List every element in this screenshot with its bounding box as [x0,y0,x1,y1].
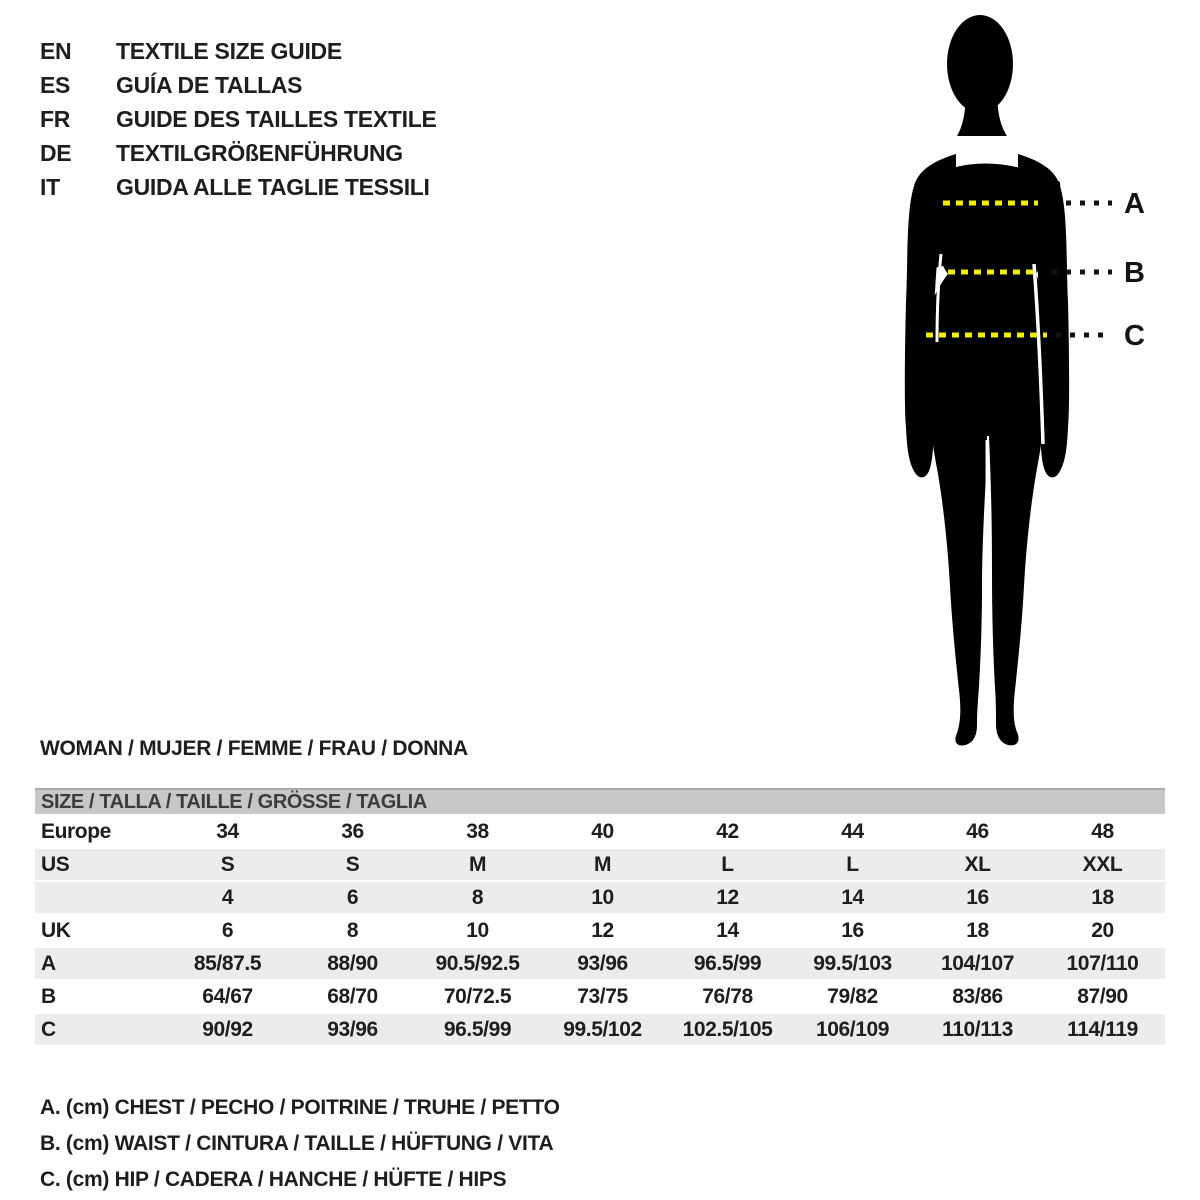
language-label: TEXTILGRÖßENFÜHRUNG [116,140,403,166]
size-cell: 6 [346,885,359,909]
size-cell: 6 [221,918,234,942]
size-cell: 42 [716,819,739,843]
language-row [40,34,437,68]
size-cell: 4 [221,885,234,909]
size-cell: 36 [341,819,364,843]
size-cell: 12 [591,918,614,942]
size-cell: M [593,852,612,876]
size-cell: 44 [841,819,864,843]
size-cell: 18 [1091,885,1114,909]
size-cell: 48 [1091,819,1114,843]
size-cell: 70/72.5 [443,984,512,1008]
size-cell: 93/96 [327,1017,378,1041]
marker-b-label: B [1124,257,1145,289]
marker-a-label: A [1124,188,1145,220]
size-cell: XXL [1082,852,1123,876]
language-code: EN [40,38,72,64]
language-code: DE [40,140,72,166]
language-label: TEXTILE SIZE GUIDE [116,38,342,64]
size-cell: 99.5/103 [813,951,892,975]
legend-line-chest: A. (cm) CHEST / PECHO / POITRINE / TRUHE / PETTO [40,1096,560,1119]
size-table-rows [35,814,1165,1045]
language-label: GUÍA DE TALLAS [116,72,303,98]
size-cell: 18 [966,918,989,942]
size-cell: 79/82 [827,984,878,1008]
size-cell: 110/113 [942,1017,1013,1041]
table-row [35,913,1165,946]
measurement-figure [860,12,1160,747]
leg-gap [987,440,988,712]
size-cell: 40 [591,819,614,843]
table-row [35,979,1165,1012]
row-label: B [41,984,56,1008]
size-cell: S [220,852,235,876]
size-cell: 8 [471,885,484,909]
size-cell: 83/86 [952,984,1003,1008]
size-cell: XL [964,852,991,876]
size-cell: 114/119 [1067,1017,1138,1041]
size-cell: 73/75 [577,984,628,1008]
language-label: GUIDE DES TAILLES TEXTILE [116,106,437,132]
marker-c-label: C [1124,320,1145,352]
table-row [35,1012,1165,1045]
size-cell: 104/107 [940,951,1015,975]
row-label: US [41,852,70,876]
size-cell: S [345,852,360,876]
table-row [35,847,1165,880]
size-cell: 46 [966,819,989,843]
table-row [35,814,1165,847]
size-cell: 76/78 [702,984,753,1008]
woman-silhouette-icon [860,12,1160,747]
size-cell: 14 [841,885,864,909]
legend-line-waist: B. (cm) WAIST / CINTURA / TAILLE / HÜFTUNG / VITA [40,1132,554,1155]
row-label: A [41,951,56,975]
size-cell: 107/110 [1066,951,1139,975]
size-cell: 10 [466,918,489,942]
language-row [40,102,437,136]
language-label: GUIDA ALLE TAGLIE TESSILI [116,174,430,200]
size-cell: 8 [346,918,359,942]
size-cell: 87/90 [1077,984,1128,1008]
size-cell: 96.5/99 [443,1017,512,1041]
table-row [35,880,1165,913]
size-table-header-label: SIZE / TALLA / TAILLE / GRÖSSE / TAGLIA [41,790,427,813]
language-row [40,136,437,170]
size-cell: 10 [591,885,614,909]
size-cell: L [721,852,734,876]
row-label: Europe [41,819,111,843]
size-cell: 12 [716,885,739,909]
measurement-legend [40,1090,560,1198]
size-cell: 16 [966,885,989,909]
size-cell: 99.5/102 [563,1017,642,1041]
size-cell: 16 [841,918,864,942]
size-cell: 96.5/99 [693,951,762,975]
size-cell: 106/109 [815,1017,890,1041]
size-cell: 93/96 [577,951,628,975]
language-row [40,68,437,102]
size-cell: 20 [1091,918,1114,942]
table-row [35,946,1165,979]
size-table-header [35,788,1165,814]
size-cell: 90.5/92.5 [435,951,520,975]
size-cell: 14 [716,918,739,942]
section-title: WOMAN / MUJER / FEMME / FRAU / DONNA [40,737,468,760]
size-cell: 85/87.5 [193,951,262,975]
row-label: C [41,1017,56,1041]
row-label: UK [41,918,71,942]
size-table [35,788,1165,1045]
size-cell: 102.5/105 [682,1017,773,1041]
size-cell: 38 [466,819,489,843]
language-list [40,34,437,204]
size-cell: 68/70 [327,984,378,1008]
size-cell: 88/90 [327,951,378,975]
size-cell: 34 [216,819,239,843]
language-row [40,170,437,204]
language-code: FR [40,106,71,132]
language-code: ES [40,72,71,98]
size-cell: L [846,852,859,876]
legend-line-hip: C. (cm) HIP / CADERA / HANCHE / HÜFTE / HIPS [40,1168,507,1191]
size-cell: 90/92 [202,1017,253,1041]
size-cell: M [468,852,487,876]
language-code: IT [40,174,60,200]
size-cell: 64/67 [202,984,253,1008]
